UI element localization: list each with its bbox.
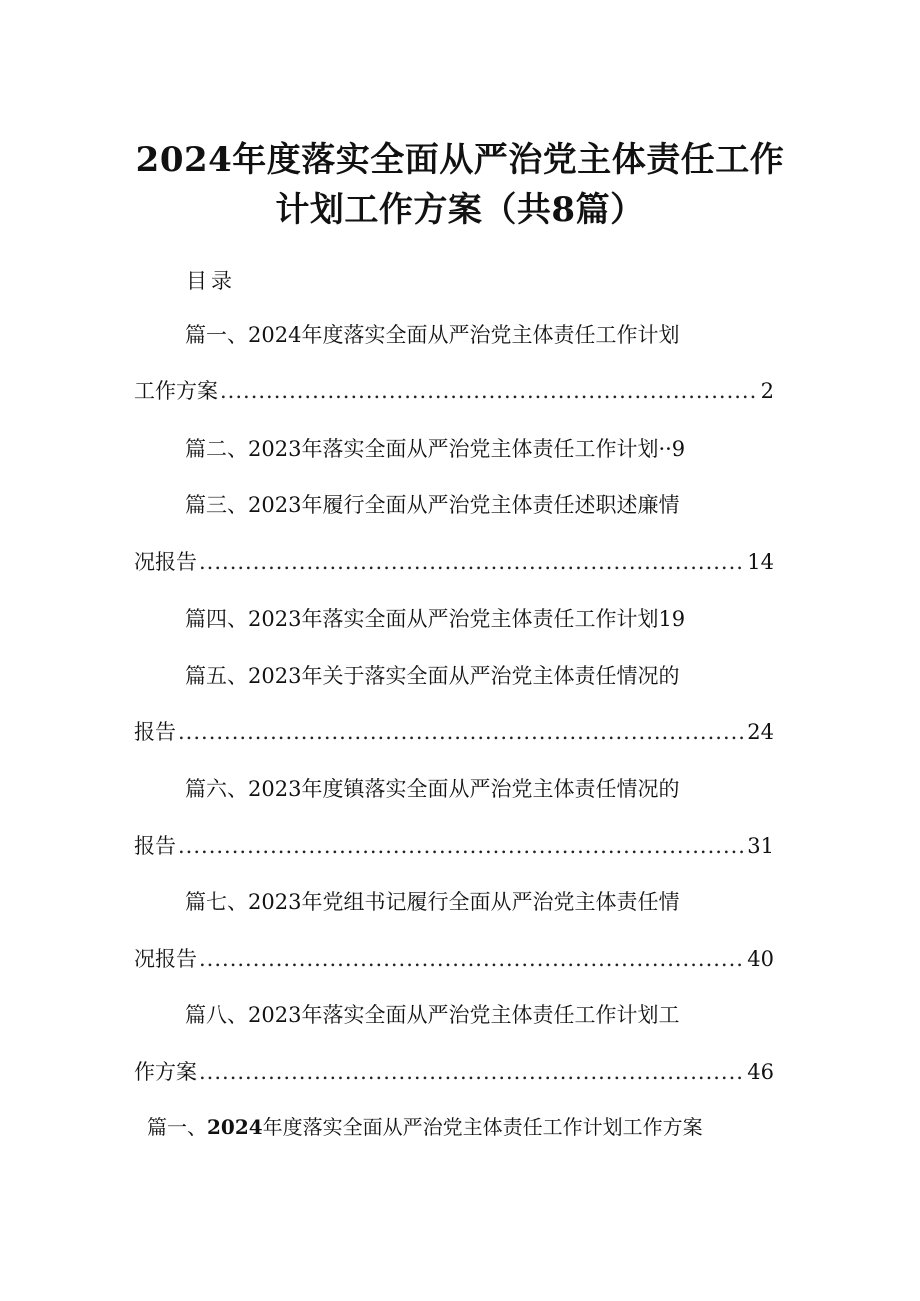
- toc-page-number: 24: [747, 720, 774, 744]
- toc-entry-text: 况报告: [134, 550, 197, 574]
- toc-entry-8-continuation[interactable]: [134, 1056, 774, 1088]
- document-title-line-1: 2024年度落实全面从严治党主体责任工作: [135, 140, 785, 180]
- toc-entry-3[interactable]: 篇三、2023年履行全面从严治党主体责任述职述廉情: [185, 493, 680, 517]
- toc-entry-text: 报告: [134, 720, 176, 744]
- dot-leader: [178, 830, 745, 862]
- toc-entry-7[interactable]: 篇七、2023年党组书记履行全面从严治党主体责任情: [185, 890, 680, 914]
- section-year: 2024: [207, 1115, 263, 1139]
- dot-leader: [220, 375, 759, 407]
- toc-entry-5-continuation[interactable]: [134, 716, 774, 748]
- section-heading: [147, 1112, 703, 1142]
- dot-leader: [199, 546, 745, 578]
- document-title-line-2: 计划工作方案（共8篇）: [275, 190, 645, 230]
- toc-entry-text: 报告: [134, 834, 176, 858]
- toc-entry-1-continuation[interactable]: [134, 375, 774, 407]
- dot-leader: [199, 943, 745, 975]
- toc-entry-6[interactable]: 篇六、2023年度镇落实全面从严治党主体责任情况的: [185, 777, 680, 801]
- toc-page-number: 46: [747, 1060, 774, 1084]
- toc-entry-text: 况报告: [134, 947, 197, 971]
- toc-page-number: 40: [747, 947, 774, 971]
- dot-leader: [178, 716, 745, 748]
- toc-entry-5[interactable]: 篇五、2023年关于落实全面从严治党主体责任情况的: [185, 664, 680, 688]
- section-title-rest: 年度落实全面从严治党主体责任工作计划工作方案: [262, 1115, 703, 1139]
- dot-leader: [199, 1056, 745, 1088]
- toc-page-number: 31: [747, 834, 774, 858]
- toc-entry-8[interactable]: 篇八、2023年落实全面从严治党主体责任工作计划工: [185, 1003, 680, 1027]
- section-prefix: 篇一、: [147, 1115, 207, 1139]
- toc-entry-7-continuation[interactable]: [134, 943, 774, 975]
- toc-entry-2[interactable]: 篇二、2023年落实全面从严治党主体责任工作计划··9: [185, 437, 686, 461]
- toc-page-number: 14: [747, 550, 774, 574]
- toc-entry-3-continuation[interactable]: [134, 546, 774, 578]
- toc-entry-6-continuation[interactable]: [134, 830, 774, 862]
- toc-label: 目录: [186, 269, 236, 293]
- toc-entry-text: 作方案: [134, 1060, 197, 1084]
- toc-page-number: 2: [760, 379, 774, 403]
- toc-entry-1[interactable]: 篇一、2024年度落实全面从严治党主体责任工作计划: [185, 323, 680, 347]
- toc-entry-4[interactable]: 篇四、2023年落实全面从严治党主体责任工作计划19: [185, 607, 686, 631]
- toc-entry-text: 工作方案: [134, 379, 218, 403]
